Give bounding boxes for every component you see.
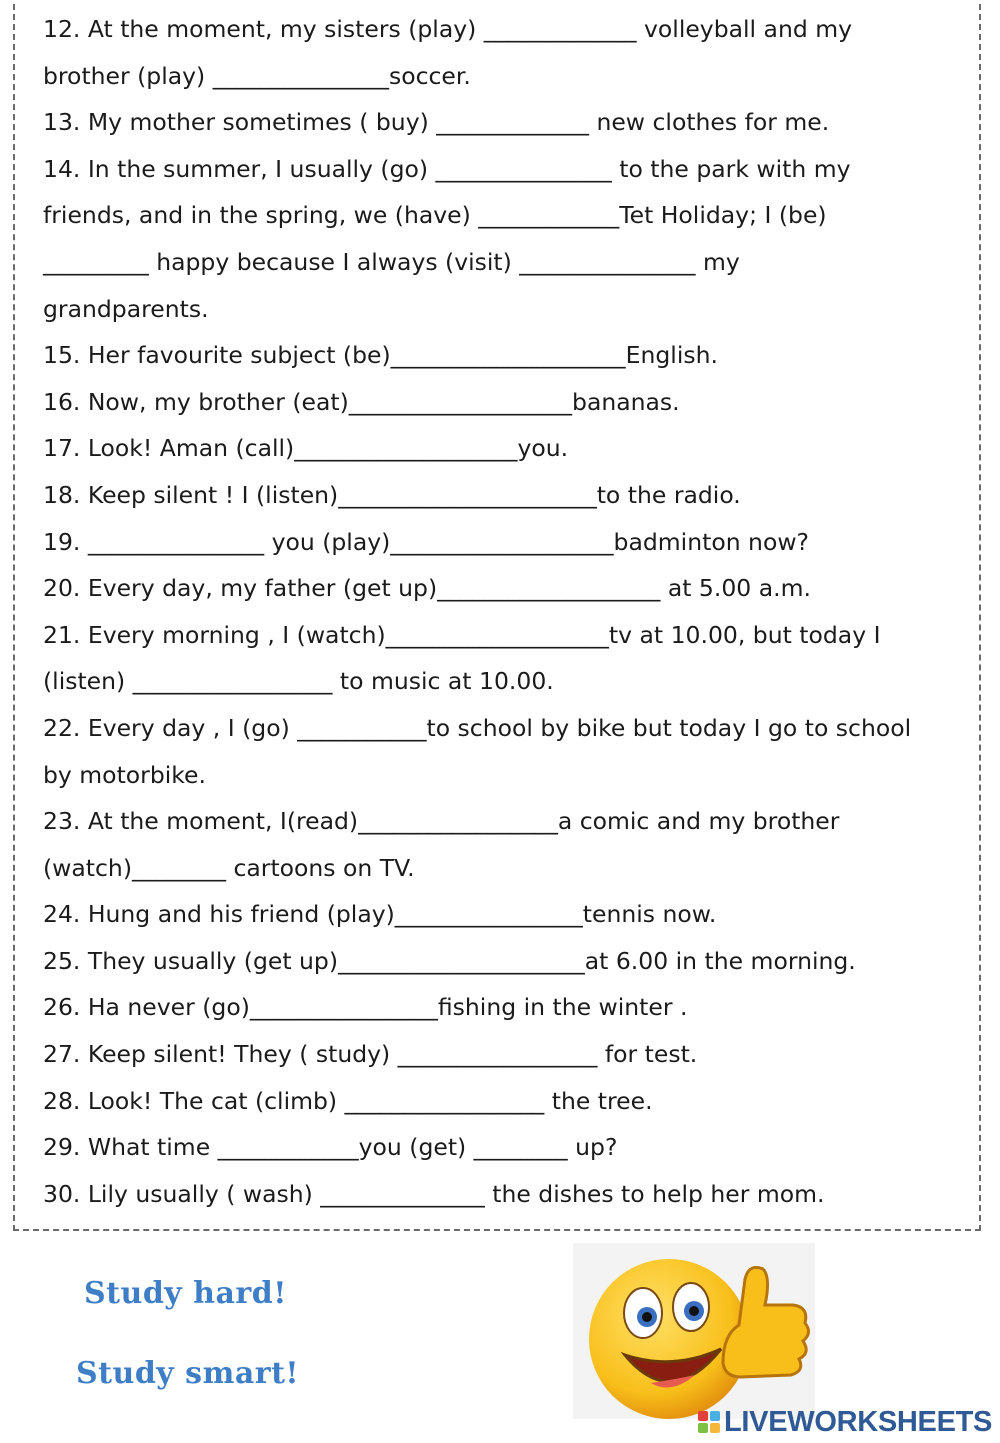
thumbs-up-smiley-icon (573, 1243, 815, 1419)
left-pupil-center (642, 1312, 652, 1322)
exercise-line: 14. In the summer, I usually (go) _______________ to the park with my (43, 154, 851, 183)
exercise-line: 24. Hung and his friend (play)________________tennis now. (43, 900, 717, 929)
logo-square (698, 1411, 708, 1421)
exercise-line: 20. Every day, my father (get up)___________________ at 5.00 a.m. (43, 574, 811, 603)
motto-study-smart: Study smart! (76, 1356, 300, 1391)
smiley-drawing (573, 1243, 815, 1419)
exercise-sheet (13, 0, 981, 1231)
exercise-line: 13. My mother sometimes ( buy) _____________ new clothes for me. (43, 108, 830, 137)
exercise-line: 25. They usually (get up)_____________________at 6.00 in the morning. (43, 946, 856, 975)
right-pupil-center (689, 1306, 699, 1316)
exercise-line: 21. Every morning , I (watch)___________________tv at 10.00, but today I (43, 620, 881, 649)
exercise-line: 30. Lily usually ( wash) ______________ the dishes to help her mom. (43, 1179, 825, 1208)
exercise-line: brother (play) _______________soccer. (43, 61, 471, 90)
logo-square (698, 1423, 708, 1433)
exercise-line: 22. Every day , I (go) ___________to school by bike but today I go to school (43, 713, 912, 742)
exercise-line: 12. At the moment, my sisters (play) _____________ volleyball and my (43, 15, 853, 43)
exercise-line: 18. Keep silent ! I (listen)______________________to the radio. (43, 480, 741, 509)
exercise-line: by motorbike. (43, 760, 206, 789)
exercise-line: 26. Ha never (go)________________fishing in the winter . (43, 993, 688, 1022)
logo-square (710, 1423, 720, 1433)
exercise-line: 29. What time ____________you (get) ________ up? (43, 1133, 618, 1162)
motto-study-hard: Study hard! (84, 1276, 287, 1311)
exercise-line: _________ happy because I always (visit) _______________ my (43, 247, 740, 276)
exercise-line: friends, and in the spring, we (have) ____________Tet Holiday; I (be) (43, 201, 827, 230)
logo-text: LIVEWORKSHEETS (724, 1405, 993, 1438)
exercise-lines (43, 6, 988, 1217)
exercise-line: 23. At the moment, I(read)_________________a comic and my brother (43, 807, 840, 836)
exercise-line: 15. Her favourite subject (be)____________________English. (43, 341, 718, 370)
exercise-line: 19. _______________ you (play)___________________badminton now? (43, 527, 810, 556)
exercise-line: grandparents. (43, 294, 209, 323)
liveworksheets-logo (698, 1405, 992, 1439)
exercise-line: 28. Look! The cat (climb) _________________ the tree. (43, 1086, 653, 1115)
logo-squares-icon (698, 1411, 720, 1433)
exercise-line: (watch)________ cartoons on TV. (43, 853, 415, 882)
exercise-line: 17. Look! Aman (call)___________________you. (43, 434, 569, 463)
exercise-line: (listen) _________________ to music at 10.00. (43, 667, 554, 696)
face (589, 1259, 749, 1419)
logo-square (710, 1411, 720, 1421)
exercise-line: 16. Now, my brother (eat)___________________bananas. (43, 387, 680, 416)
exercise-line: 27. Keep silent! They ( study) _________________ for test. (43, 1040, 698, 1069)
